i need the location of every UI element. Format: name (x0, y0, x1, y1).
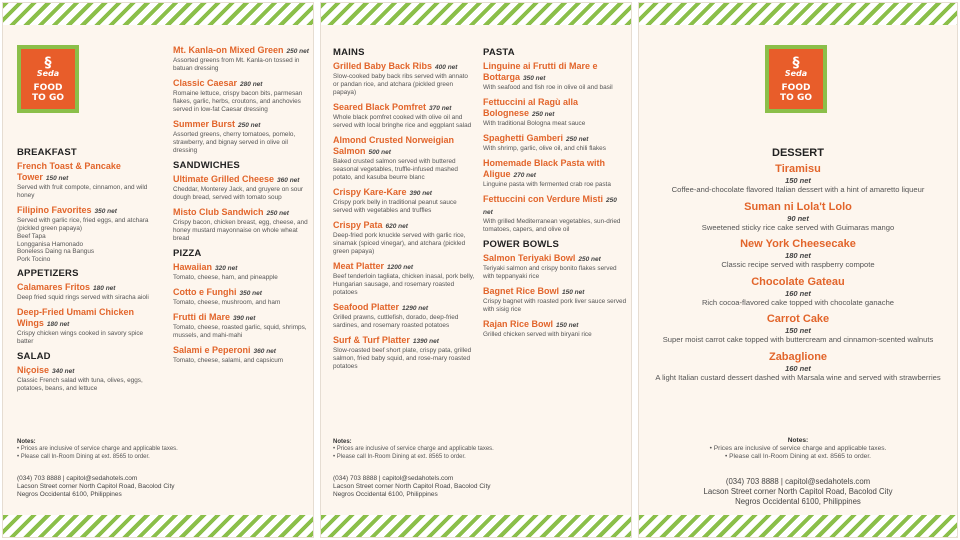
bottom-stripe-border (3, 515, 313, 537)
item-description: Tomato, cheese, roasted garlic, squid, shrimps, mussels, and mahi-mahi (173, 324, 307, 339)
item-description: Crispy bacon, chicken breast, egg, cheese, and honey mustard mayonnaise on whole wheat bread (173, 219, 308, 242)
dessert-price: 160 net (785, 288, 811, 298)
contact-address-1: Lacson Street corner North Capitol Road, Bacolod City (333, 483, 491, 491)
menu-item (333, 135, 475, 182)
item-price: 390 net (233, 315, 256, 322)
dessert-item (639, 351, 957, 383)
item-name (173, 207, 309, 219)
dessert-item (639, 313, 957, 345)
item-description: Linguine pasta with fermented crab roe pasta (483, 181, 611, 188)
item-name-text: Homemade Black Pasta with Aligue (483, 158, 606, 179)
item-name-text: Salami e Peperoni (173, 345, 251, 355)
dessert-price: 150 net (785, 326, 811, 335)
panel1-column-1 (17, 145, 159, 398)
item-description: Tomato, cheese, mushroom, and ham (173, 299, 281, 306)
item-price: 280 net (240, 81, 263, 88)
item-price: 1290 net (402, 305, 429, 312)
menu-item (17, 307, 159, 346)
section-heading: SANDWICHES (173, 160, 240, 171)
item-description: Assorted greens, cherry tomatoes, pomelo, strawberry, and bignay served in olive oil dressing (173, 131, 296, 154)
item-name (173, 345, 309, 357)
item-name (333, 187, 475, 199)
contact-address-2: Negros Occidental 6100, Philippines (333, 491, 438, 499)
item-description: Teriyaki salmon and crispy bonito flakes served with teppanyaki rice (483, 265, 617, 280)
item-name-text: Classic Caesar (173, 78, 238, 88)
item-name-text: Ultimate Grilled Cheese (173, 174, 275, 184)
item-price: 270 net (513, 172, 536, 179)
item-name (173, 174, 309, 186)
item-name (173, 262, 309, 274)
menu-item (173, 262, 309, 282)
item-name-text: Cotto e Funghi (173, 287, 237, 297)
item-name-text: Niçoise (17, 365, 50, 376)
menu-item (17, 282, 159, 302)
notes-line: • Please call In-Room Dining at ext. 8565 to order. (17, 453, 150, 460)
item-name (173, 287, 309, 299)
contact-block (639, 477, 957, 507)
item-name-text: Filipino Favorites (17, 205, 92, 215)
dessert-list (639, 147, 957, 388)
item-description: Grilled prawns, cuttlefish, dorado, deep-fried sardines, and rosemary roasted potatoes (333, 314, 459, 329)
notes-block (333, 439, 623, 461)
menu-panel-1 (2, 2, 314, 538)
item-price: 250 net (532, 111, 555, 118)
notes-line: • Please call In-Room Dining at ext. 8565 to order. (725, 453, 871, 461)
item-name (333, 135, 475, 158)
menu-item (333, 302, 475, 330)
contact-address-2: Negros Occidental 6100, Philippines (17, 491, 122, 499)
item-description: Tomato, cheese, salami, and capsicum (173, 357, 284, 364)
item-price: 340 net (52, 368, 75, 376)
item-name (173, 312, 309, 324)
item-name (17, 282, 159, 294)
item-description: Beef tenderloin tagliata, chicken inasal, pork belly, Hungarian sausage, and rosemary roasted potatoes (333, 273, 475, 296)
menu-item (17, 161, 159, 200)
item-description: Slow-cooked baby back ribs served with annato or pandan rice, and atchara (pickled green papaya) (333, 73, 468, 96)
notes-line: • Prices are inclusive of service charge and applicable taxes. (17, 446, 178, 453)
item-name-text: Grilled Baby Back Ribs (333, 61, 433, 71)
item-price: 400 net (435, 64, 458, 71)
section-heading: SALAD (17, 351, 51, 363)
logo-line-1: FOOD (33, 83, 63, 93)
item-name (333, 335, 475, 347)
item-name-text: Misto Club Sandwich (173, 207, 264, 217)
dessert-name: Suman ni Lola't Lolo (744, 200, 852, 213)
item-option: Pork Tocino (17, 255, 51, 263)
dessert-name: Zabaglione (768, 350, 828, 363)
dessert-section-title: DESSERT (772, 147, 824, 159)
item-name (483, 253, 627, 265)
seda-swirl-icon: § (44, 55, 52, 71)
item-name (333, 302, 475, 314)
notes-block (17, 439, 307, 461)
menu-item (173, 45, 309, 73)
panel1-column-2 (173, 45, 309, 370)
item-name (483, 97, 627, 120)
item-name (333, 261, 475, 273)
item-price: 250 net (566, 136, 589, 143)
item-name-text: Bagnet Rice Bowl (483, 286, 560, 296)
notes-line: • Prices are inclusive of service charge and applicable taxes. (333, 446, 494, 453)
item-name-text: Linguine ai Frutti di Mare e Bottarga (483, 61, 598, 82)
dessert-name: Carrot Cake (766, 313, 830, 325)
menu-item (173, 287, 309, 307)
menu-item (173, 78, 309, 114)
notes-title: Notes: (787, 437, 809, 444)
item-description: Whole black pomfret cooked with olive oil and served with local bringhe rice and eggplant salad (333, 114, 472, 129)
section-heading: PASTA (483, 47, 515, 58)
dessert-description: Super moist carrot cake topped with buttercream and cinnamon-scented walnuts (662, 335, 934, 344)
seda-logo (17, 45, 79, 113)
item-price: 150 net (562, 289, 585, 296)
item-description: Cheddar, Monterey Jack, and gruyere on sour dough bread, served with tomato soup (173, 186, 304, 201)
contact-phone-email: (034) 703 8888 | capitol@sedahotels.com (333, 475, 454, 482)
item-name-text: Rajan Rice Bowl (483, 319, 554, 329)
item-name-text: Deep-Fried Umami Chicken Wings (17, 307, 135, 329)
item-price: 180 net (46, 321, 70, 329)
item-option: Beef Tapa (17, 233, 46, 240)
item-name (483, 319, 627, 331)
menu-item (173, 207, 309, 243)
top-stripe-border (321, 3, 631, 25)
item-name (17, 161, 159, 184)
item-price: 250 net (286, 48, 309, 55)
item-name (173, 78, 309, 90)
menu-item (483, 97, 627, 128)
menu-item (173, 345, 309, 365)
dessert-items (639, 163, 957, 382)
item-price: 1200 net (387, 264, 414, 271)
item-description: Baked crusted salmon served with buttered seasonal vegetables, truffle-infused mashed potato, and kasuba beurre blanc (333, 158, 458, 181)
menu-item (173, 174, 309, 202)
dessert-item (639, 201, 957, 233)
menu-item (483, 253, 627, 281)
bottom-stripe-border (321, 515, 631, 537)
item-description: Crispy pork belly in traditional peanut sauce served with vegetables and truffles (333, 199, 457, 214)
contact-address-1: Lacson Street corner North Capitol Road, Bacolod City (17, 483, 175, 491)
item-description: Grilled chicken served with biryani rice (483, 331, 592, 338)
item-name (483, 286, 627, 298)
item-name (17, 205, 159, 217)
item-option: Boneless Daing na Bangus (17, 248, 95, 256)
item-price: 180 net (93, 285, 116, 293)
item-name-text: Fettuccini al Ragù alla Bolognese (483, 97, 579, 118)
item-name-text: Hawaiian (173, 262, 213, 272)
dessert-description: A light Italian custard dessert dashed with Marsala wine and served with strawberries (655, 372, 941, 382)
item-price: 360 net (277, 177, 300, 184)
item-name-text: Calamares Fritos (17, 282, 91, 293)
item-name-text: Spaghetti Gamberi (483, 133, 564, 143)
item-price: 370 net (429, 105, 452, 112)
item-price: 350 net (239, 290, 262, 297)
item-name-text: Summer Burst (173, 119, 236, 129)
item-name (483, 133, 627, 145)
item-description: Crispy chicken wings cooked in savory spice batter (17, 330, 144, 346)
menu-item (333, 261, 475, 297)
menu-item (483, 194, 627, 234)
item-description: Slow-roasted beef short plate, crispy pata, grilled salmon, fried baby squid, and rose-mary roasted potatoes (333, 347, 472, 370)
item-name-text: Seared Black Pomfret (333, 102, 427, 112)
menu-item (173, 312, 309, 340)
item-name-text: Salmon Teriyaki Bowl (483, 253, 576, 263)
item-price: 250 net (238, 122, 261, 129)
dessert-name: New York Cheesecake (740, 238, 856, 250)
item-price: 350 net (523, 75, 546, 82)
panel2-column-2 (483, 45, 627, 344)
item-price: 390 net (409, 190, 432, 197)
item-name-text: French Toast & Pancake Tower (17, 161, 121, 182)
section-heading: APPETIZERS (17, 268, 79, 280)
menu-item (483, 319, 627, 339)
contact-address-2: Negros Occidental 6100, Philippines (735, 497, 861, 506)
menu-item (333, 335, 475, 371)
notes-block (639, 437, 957, 462)
menu-panel-dessert (638, 2, 958, 538)
item-price: 150 net (45, 175, 69, 182)
item-name (333, 220, 475, 232)
contact-phone-email: (034) 703 8888 | capitol@sedahotels.com (725, 477, 871, 486)
menu-item (483, 133, 627, 153)
menu-item (333, 187, 475, 215)
menu-item (483, 158, 627, 189)
dessert-item (639, 276, 957, 308)
bottom-stripe-border (639, 515, 957, 537)
menu-item (17, 365, 159, 393)
item-description: Served with fruit compote, cinnamon, and wild honey (17, 184, 148, 199)
item-price: 360 net (253, 348, 276, 355)
seda-logo (765, 45, 827, 113)
contact-block (17, 475, 307, 500)
item-name-text: Meat Platter (333, 261, 385, 271)
dessert-price: 150 net (785, 176, 811, 185)
item-name (173, 45, 309, 57)
item-name-text: Surf & Turf Platter (333, 335, 410, 345)
contact-address-1: Lacson Street corner North Capitol Road, Bacolod City (703, 487, 893, 496)
item-price: 250 net (578, 256, 601, 263)
seda-swirl-icon: § (792, 55, 800, 71)
logo-line-2: TO GO (780, 93, 812, 103)
item-price: 620 net (385, 223, 408, 230)
menu-item (333, 61, 475, 97)
dessert-name: Tiramisu (775, 163, 821, 175)
menu-item (333, 102, 475, 130)
item-option: Longganisa Hamonado (17, 240, 84, 248)
menu-item (333, 220, 475, 256)
item-description: Served with garlic rice, fried eggs, and atchara (pickled green papaya) (17, 217, 149, 232)
top-stripe-border (3, 3, 313, 25)
item-description: Romaine lettuce, crispy bacon bits, parmesan flakes, garlic, herbs, croutons, and anchovies served in low-fat Caesar dressing (173, 90, 303, 113)
item-name (173, 119, 309, 131)
dessert-description: Sweetened sticky rice cake served with Guimaras mango (701, 222, 895, 232)
item-description: Deep fried squid rings served with siracha aioli (17, 294, 149, 302)
item-name-text: Crispy Pata (333, 220, 383, 230)
dessert-price: 160 net (785, 363, 811, 373)
logo-line-1: FOOD (781, 83, 811, 93)
dessert-item (639, 238, 957, 270)
item-description: With seafood and fish roe in olive oil and basil (483, 84, 613, 91)
item-description: Crispy bagnet with roasted pork liver sauce served with sisig rice (483, 298, 627, 313)
item-name (483, 158, 627, 181)
logo-line-2: TO GO (32, 93, 64, 103)
item-name-text: Almond Crusted Norweigian Salmon (333, 135, 455, 156)
section-heading: POWER BOWLS (483, 239, 560, 250)
item-description: Tomato, cheese, ham, and pineapple (173, 274, 278, 281)
item-name-text: Seafood Platter (333, 302, 400, 312)
item-name (17, 365, 159, 377)
menu-panel-2 (320, 2, 632, 538)
item-price: 250 net (483, 197, 617, 216)
top-stripe-border (639, 3, 957, 25)
dessert-price: 90 net (787, 213, 809, 223)
item-name-text: Crispy Kare-Kare (333, 187, 407, 197)
dessert-item (639, 163, 957, 195)
item-price: 320 net (215, 265, 238, 272)
item-name (333, 102, 475, 114)
item-price: 350 net (94, 208, 117, 215)
menu-item (17, 205, 159, 263)
item-description: With shrimp, garlic, olive oil, and chili flakes (483, 145, 606, 152)
dessert-price: 180 net (785, 251, 811, 260)
item-name (483, 61, 627, 84)
item-name (333, 61, 475, 73)
notes-title: Notes: (17, 439, 36, 445)
section-heading: PIZZA (173, 248, 202, 259)
contact-block (333, 475, 623, 500)
dessert-description: Rich cocoa-flavored cake topped with chocolate ganache (701, 297, 895, 307)
item-description: Classic French salad with tuna, olives, eggs, potatoes, beans, and lettuce (17, 377, 143, 393)
item-name-text: Fettuccini con Verdure Misti (483, 194, 604, 204)
item-description: Deep-fried pork knuckle served with garlic rice, sinamak (spiced vinegar), and atchara (pickled green papaya) (333, 232, 466, 255)
item-description: With traditional Bologna meat sauce (483, 120, 586, 127)
panel2-column-1 (333, 45, 475, 376)
item-name-text: Frutti di Mare (173, 312, 231, 322)
menu-item (483, 286, 627, 314)
section-heading: MAINS (333, 47, 365, 58)
item-description: Assorted greens from Mt. Kanla-on tossed in batuan dressing (173, 57, 300, 72)
menu-item (483, 61, 627, 92)
notes-line: • Please call In-Room Dining at ext. 8565 to order. (333, 453, 466, 460)
item-name (483, 194, 627, 218)
logo-brand: Seda (36, 69, 60, 78)
notes-title: Notes: (333, 439, 352, 445)
item-price: 150 net (556, 322, 579, 329)
section-heading: BREAKFAST (17, 147, 77, 158)
contact-phone-email: (034) 703 8888 | capitol@sedahotels.com (17, 475, 138, 482)
item-name (17, 307, 159, 330)
item-price: 500 net (368, 149, 391, 156)
item-description: With grilled Mediterranean vegetables, sun-dried tomatoes, capers, and olive oil (483, 218, 621, 233)
item-price: 250 net (266, 210, 289, 217)
dessert-description: Classic recipe served with raspberry compote (721, 260, 875, 269)
item-price: 1390 net (412, 338, 439, 345)
item-name-text: Mt. Kanla-on Mixed Green (173, 45, 284, 55)
dessert-description: Coffee-and-chocolate flavored Italian dessert with a hint of amaretto liqueur (671, 185, 925, 194)
dessert-name: Chocolate Gateau (751, 275, 845, 288)
logo-brand: Seda (784, 69, 808, 78)
notes-line: • Prices are inclusive of service charge and applicable taxes. (709, 445, 887, 453)
menu-item (173, 119, 309, 155)
